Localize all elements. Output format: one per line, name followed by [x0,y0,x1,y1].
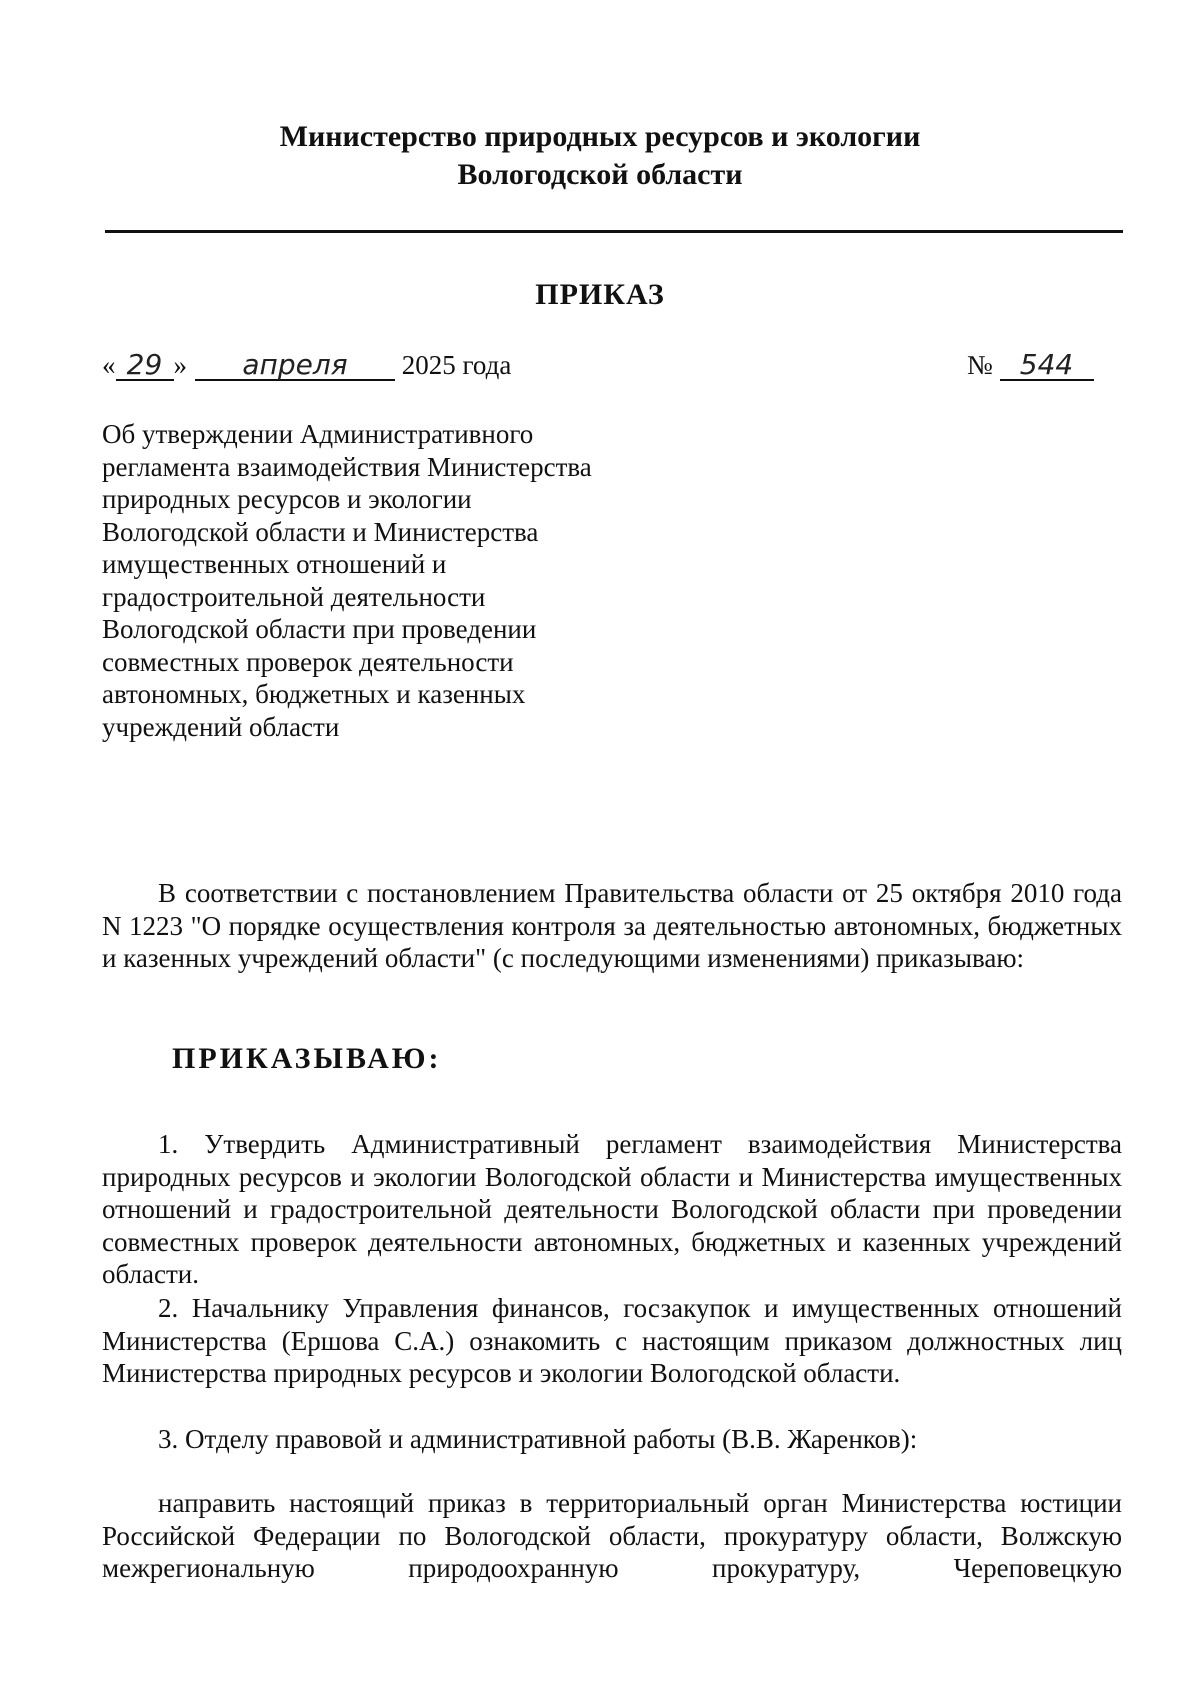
order-subject [102,418,642,743]
subject-line: Вологодской области и Министерства [102,516,539,547]
date-day: 29 [116,351,174,381]
order-number [967,350,1094,381]
ministry-header [0,118,1200,194]
ministry-name-line2: Вологодской области [457,158,743,191]
date-month: апреля [195,351,395,381]
order-date [102,350,511,381]
document-title: ПРИКАЗ [535,278,665,311]
subject-line: природных ресурсов и экологии [102,484,472,514]
ministry-name-line1: Министерство природных ресурсов и экологии [279,120,921,153]
preamble-block [102,877,1122,975]
subject-line: автономных, бюджетных и казенных [102,679,526,709]
date-open-quote: « [102,350,116,380]
subject-line: Об утверждении Административного [102,419,534,449]
date-year: 2025 года [401,350,512,380]
subject-line: Вологодской области при проведении [102,614,537,644]
order-item-1: 1. Утвердить Административный регламент взаимодействия Министерства природных ресурсов и экологии Вологодской области и Министерства имущественных отношений и градостроительной деятельности Вологодской области при проведении совместных проверок деятельности автономных, бюджетных и казенных учреждений области. [102,1129,1122,1289]
subject-line: учреждений области [102,711,340,742]
subject-line: градостроительной деятельности [102,581,486,612]
order-directive-heading: ПРИКАЗЫВАЮ: [172,1042,442,1075]
item-3-block [102,1423,1122,1456]
number-sign: № [967,350,993,380]
item-2-block [102,1292,1122,1390]
subject-line: регламента взаимодействия Министерства [102,451,592,482]
preamble-paragraph: В соответствии с постановлением Правительства области от 25 октября 2010 года N 1223 "О порядке осуществления контроля за деятельностью автономных, бюджетных и казенных учреждений области" (с последующими изменениями) приказываю: [102,878,1122,973]
subject-line: имущественных отношений и [102,549,447,579]
subject-line: совместных проверок деятельности [102,646,514,677]
number-value: 544 [1000,351,1094,381]
order-item-3: 3. Отделу правовой и административной работы (В.В. Жаренков): [158,1424,918,1454]
header-divider [105,230,1123,233]
date-close-quote: » [173,350,187,380]
item-1-block [102,1128,1122,1291]
order-item-3-instruction: направить настоящий приказ в территориальный орган Министерства юстиции Российской Федерации по Вологодской области, прокуратуру области, Волжскую межрегиональную природоохранную прокуратуру, Череповецкую [102,1488,1122,1583]
order-item-2: 2. Начальнику Управления финансов, госзакупок и имущественных отношений Министерства (Ершова С.А.) ознакомить с настоящим приказом должностных лиц Министерства природных ресурсов и экологии Вологодской области. [102,1293,1122,1388]
item-3-subitem-block [102,1487,1122,1585]
